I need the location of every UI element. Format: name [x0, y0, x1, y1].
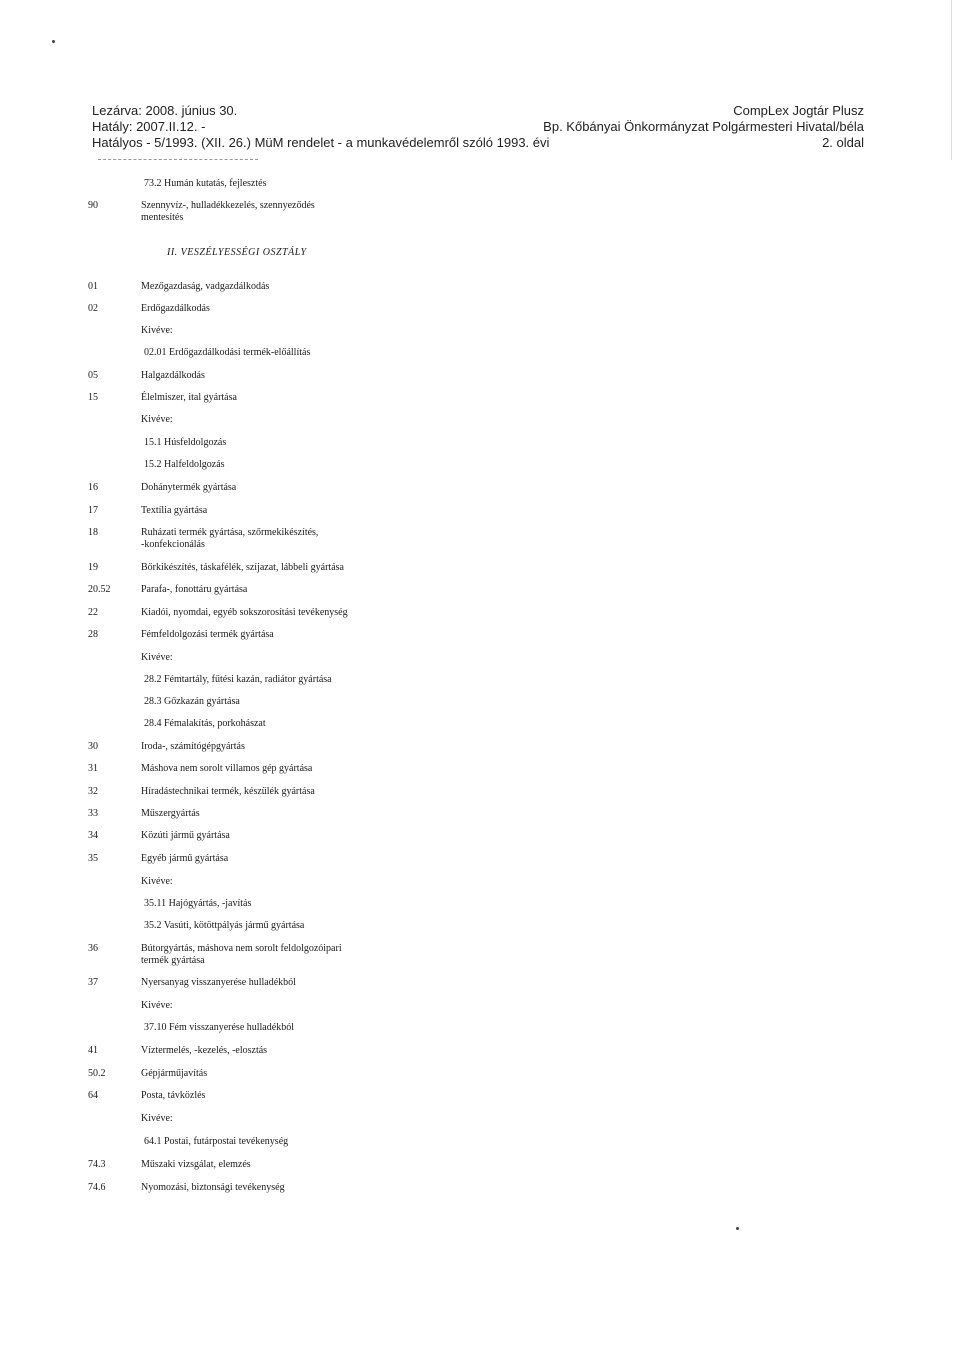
entry-code: 17 — [88, 505, 98, 516]
entry-code: 41 — [88, 1045, 98, 1056]
entry-code: 64 — [88, 1090, 98, 1101]
section-title: II. VESZÉLYESSÉGI OSZTÁLY — [167, 247, 307, 258]
entry-text: Kivéve: — [141, 414, 173, 425]
entry-text: Gépjárműjavítás — [141, 1068, 208, 1079]
entry-text: 28.2 Fémtartály, fűtési kazán, radiátor gyártása — [144, 674, 332, 685]
entry-text: Szennyvíz-, hulladékkezelés, szennyeződés — [141, 200, 315, 211]
entry-text-cont: -konfekcionálás — [141, 539, 205, 550]
entry-code: 31 — [88, 763, 98, 774]
entry-code: 34 — [88, 830, 98, 841]
entry-text-cont: mentesítés — [141, 212, 184, 223]
entry-text: Nyersanyag visszanyerése hulladékból — [141, 977, 296, 988]
entry-text: Kivéve: — [141, 652, 173, 663]
entry-code: 32 — [88, 786, 98, 797]
entry-text: 28.4 Fémalakítás, porkohászat — [144, 718, 266, 729]
entry-text: Kivéve: — [141, 1113, 173, 1124]
entry-code: 15 — [88, 392, 98, 403]
entry-text: Híradástechnikai termék, készülék gyártása — [141, 786, 315, 797]
entry-code: 02 — [88, 303, 98, 314]
entry-code: 37 — [88, 977, 98, 988]
entry-text: 02.01 Erdőgazdálkodási termék-előállítás — [144, 347, 311, 358]
document-title: Hatályos - 5/1993. (XII. 26.) MüM rendelet - a munkavédelemről szóló 1993. évi — [92, 135, 550, 150]
entry-code: 01 — [88, 281, 98, 292]
entry-code: 74.6 — [88, 1182, 106, 1193]
entry-text: Erdőgazdálkodás — [141, 303, 210, 314]
entry-text: Kivéve: — [141, 1000, 173, 1011]
entry-text: Nyomozási, biztonsági tevékenység — [141, 1182, 285, 1193]
entry-text: Kiadói, nyomdai, egyéb sokszorosítási tevékenység — [141, 607, 348, 618]
entry-text: 37.10 Fém visszanyerése hulladékból — [144, 1022, 294, 1033]
entry-text: 15.1 Húsfeldolgozás — [144, 437, 227, 448]
entry-text: Egyéb jármű gyártása — [141, 853, 229, 864]
product-name: CompLex Jogtár Plusz — [733, 103, 864, 118]
entry-text: Parafa-, fonottáru gyártása — [141, 584, 248, 595]
closed-date: Lezárva: 2008. június 30. — [92, 103, 238, 118]
entry-text: 15.2 Halfeldolgozás — [144, 459, 225, 470]
entry-text: Bőrkikészítés, táskafélék, szíjazat, lábbeli gyártása — [141, 562, 344, 573]
entry-text: Posta, távközlés — [141, 1090, 206, 1101]
entry-text: Iroda-, számítógépgyártás — [141, 741, 245, 752]
entry-text: 28.3 Gőzkazán gyártása — [144, 696, 240, 707]
entry-text: Közúti jármű gyártása — [141, 830, 230, 841]
effective-period: Hatály: 2007.II.12. - — [92, 119, 206, 134]
entry-code: 74.3 — [88, 1159, 106, 1170]
entry-code: 22 — [88, 607, 98, 618]
entry-text: Műszergyártás — [141, 808, 200, 819]
entry-text: Mezőgazdaság, vadgazdálkodás — [141, 281, 270, 292]
entry-text-cont: termék gyártása — [141, 955, 205, 966]
entry-text: 35.2 Vasúti, kötöttpályás jármű gyártása — [144, 920, 305, 931]
entry-code: 36 — [88, 943, 98, 954]
entry-text: 64.1 Postai, futárpostai tevékenység — [144, 1136, 289, 1147]
entry-text: Kivéve: — [141, 876, 173, 887]
entry-code: 90 — [88, 200, 98, 211]
entry-text: Halgazdálkodás — [141, 370, 205, 381]
entry-text: Bútorgyártás, máshova nem sorolt feldolgozóipari — [141, 943, 342, 954]
entry-text: Fémfeldolgozási termék gyártása — [141, 629, 274, 640]
licensee: Bp. Kőbányai Önkormányzat Polgármesteri Hivatal/béla — [543, 119, 864, 134]
entry-code: 35 — [88, 853, 98, 864]
entry-code: 33 — [88, 808, 98, 819]
entry-text: 35.11 Hajógyártás, -javítás — [144, 898, 252, 909]
entry-code: 16 — [88, 482, 98, 493]
page-number: 2. oldal — [822, 135, 864, 150]
entry-code: 28 — [88, 629, 98, 640]
entry-code: 18 — [88, 527, 98, 538]
entry-code: 50.2 — [88, 1068, 106, 1079]
entry-code: 19 — [88, 562, 98, 573]
entry-text: Máshova nem sorolt villamos gép gyártása — [141, 763, 313, 774]
entry-text: Ruházati termék gyártása, szőrmekikészítés, — [141, 527, 319, 538]
entry-code: 05 — [88, 370, 98, 381]
entry-text: Textília gyártása — [141, 505, 208, 516]
entry-text: 73.2 Humán kutatás, fejlesztés — [144, 178, 267, 189]
entry-text: Műszaki vizsgálat, elemzés — [141, 1159, 251, 1170]
entry-text: Dohánytermék gyártása — [141, 482, 237, 493]
entry-text: Kivéve: — [141, 325, 173, 336]
entry-text: Élelmiszer, ital gyártása — [141, 392, 237, 403]
entry-text: Víztermelés, -kezelés, -elosztás — [141, 1045, 268, 1056]
entry-code: 30 — [88, 741, 98, 752]
entry-code: 20.52 — [88, 584, 111, 595]
